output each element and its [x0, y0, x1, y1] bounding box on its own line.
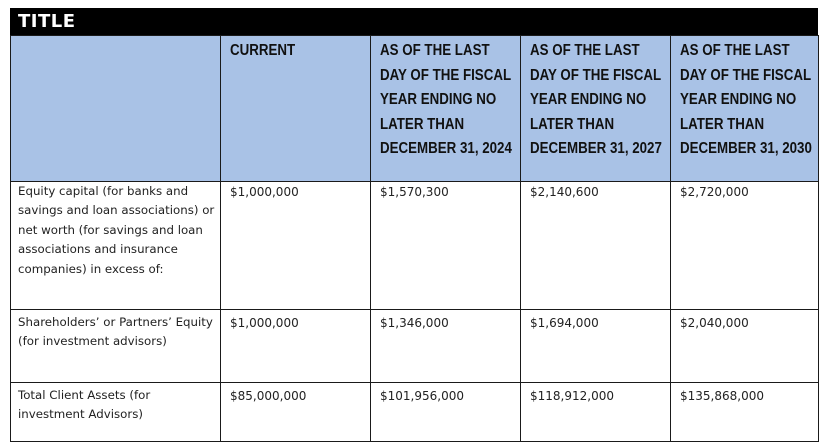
cell-2024: $1,346,000 — [371, 310, 521, 383]
cell-2024: $101,956,000 — [371, 383, 521, 442]
table-row — [11, 310, 819, 383]
table-title: TITLE — [10, 8, 818, 35]
header-cell-2027: AS OF THE LAST DAY OF THE FISCAL YEAR ENDING NO LATER THAN DECEMBER 31, 2027 — [521, 36, 671, 182]
cell-2030: $2,040,000 — [671, 310, 819, 383]
header-cell-2024: AS OF THE LAST DAY OF THE FISCAL YEAR ENDING NO LATER THAN DECEMBER 31, 2024 — [371, 36, 521, 182]
cell-current: $1,000,000 — [221, 310, 371, 383]
header-cell-blank — [11, 36, 221, 182]
header-cell-current: CURRENT — [221, 36, 371, 182]
cell-2030: $2,720,000 — [671, 182, 819, 310]
header-row — [11, 36, 819, 182]
cell-2027: $2,140,600 — [521, 182, 671, 310]
cell-current: $85,000,000 — [221, 383, 371, 442]
cell-2027: $1,694,000 — [521, 310, 671, 383]
table-row — [11, 383, 819, 442]
cell-2024: $1,570,300 — [371, 182, 521, 310]
cell-2027: $118,912,000 — [521, 383, 671, 442]
row-label-equity-capital: Equity capital (for banks and savings and loan associations) or net worth (for savings and loan associations and insurance companies) in excess of: — [11, 182, 221, 310]
cell-current: $1,000,000 — [221, 182, 371, 310]
table-row — [11, 182, 819, 310]
table-container — [10, 8, 818, 442]
requirements-table — [10, 35, 819, 442]
header-cell-2030: AS OF THE LAST DAY OF THE FISCAL YEAR ENDING NO LATER THAN DECEMBER 31, 2030 — [671, 36, 819, 182]
row-label-total-client-assets: Total Client Assets (for investment Advisors) — [11, 383, 221, 442]
row-label-shareholders-equity: Shareholders’ or Partners’ Equity (for investment advisors) — [11, 310, 221, 383]
cell-2030: $135,868,000 — [671, 383, 819, 442]
